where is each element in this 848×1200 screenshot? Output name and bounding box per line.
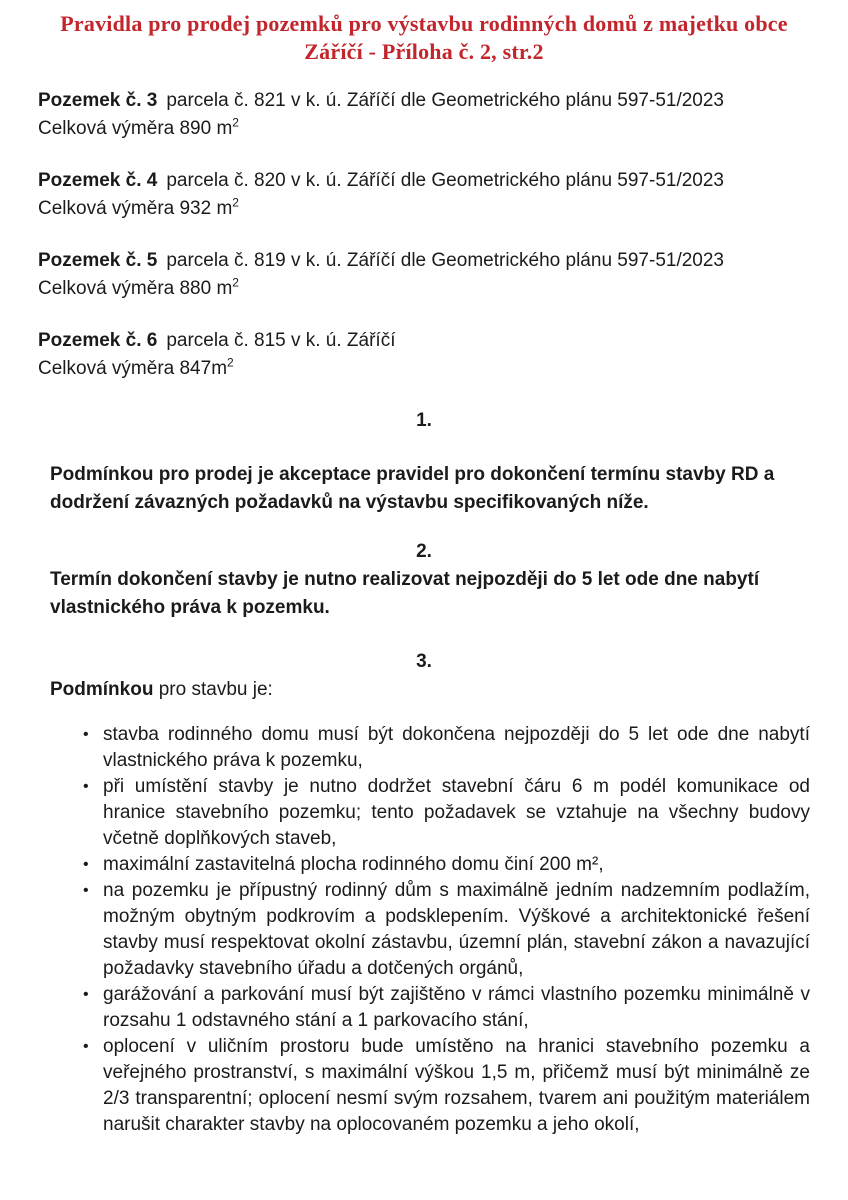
plot-area-exponent: 2 (232, 115, 239, 130)
condition-item (80, 774, 810, 852)
condition-text: na pozemku je přípustný rodinný dům s maximálně jedním nadzemním podlažím, možným obytným podkrovím a podsklepením. Výškové a architektonické řešení stavby musí respektovat okolní zástavbu, územní plán, stavební zákon a navazující požadavky stavebního úřadu a dotčených orgánů, (103, 880, 810, 979)
plot-label: Pozemek č. 6 (38, 330, 158, 351)
plot-item-5 (38, 247, 810, 303)
plot-label: Pozemek č. 4 (38, 170, 158, 191)
conditions-list (80, 722, 810, 1138)
bullet-icon: • (83, 882, 89, 899)
plot-area-text: Celková výměra 932 m (38, 198, 233, 219)
condition-item (80, 878, 810, 982)
plot-heading (38, 167, 810, 195)
plot-area-text: Celková výměra 880 m (38, 278, 233, 299)
plot-detail: parcela č. 819 v k. ú. Záříčí dle Geometrického plánu 597-51/2023 (166, 250, 724, 271)
condition-text: garážování a parkování musí být zajištěno v rámci vlastního pozemku minimálně v rozsahu 1 odstavného stání a 1 parkovacího stání, (103, 984, 810, 1031)
plot-heading (38, 87, 810, 115)
bullet-icon: • (83, 986, 89, 1003)
plot-area (38, 275, 810, 303)
bullet-icon: • (83, 778, 89, 795)
plot-item-4 (38, 167, 810, 223)
plot-area-exponent: 2 (227, 355, 234, 370)
plot-area (38, 195, 810, 223)
plot-item-3 (38, 87, 810, 143)
plot-item-6 (38, 327, 810, 383)
plot-label: Pozemek č. 5 (38, 250, 158, 271)
condition-text: stavba rodinného domu musí být dokončena nejpozději do 5 let ode dne nabytí vlastnického práva k pozemku, (103, 724, 810, 771)
condition-item (80, 852, 810, 878)
plot-area (38, 355, 810, 383)
bullet-icon: • (83, 856, 89, 873)
plot-detail: parcela č. 821 v k. ú. Záříčí dle Geometrického plánu 597-51/2023 (166, 90, 724, 111)
section-number-1: 1. (416, 410, 432, 431)
plot-area (38, 115, 810, 143)
title-line1: Pravidla pro prodej pozemků pro výstavbu rodinných domů z majetku obce (60, 11, 788, 36)
section-1-paragraph: Podmínkou pro prodej je akceptace pravidel pro dokončení termínu stavby RD a dodržení závazných požadavků na výstavbu specifikovaných níže. (50, 464, 775, 513)
condition-text: při umístění stavby je nutno dodržet stavební čáru 6 m podél komunikace od hranice stavebního pozemku; tento požadavek se vztahuje na všechny budovy včetně doplňkových staveb, (103, 776, 810, 849)
document-title (38, 10, 810, 66)
section-2-paragraph: Termín dokončení stavby je nutno realizovat nejpozději do 5 let ode dne nabytí vlastnického práva k pozemku. (50, 569, 760, 618)
plot-label: Pozemek č. 3 (38, 90, 158, 111)
bullet-icon: • (83, 726, 89, 743)
condition-item (80, 722, 810, 774)
plot-area-exponent: 2 (232, 275, 239, 290)
plot-heading (38, 247, 810, 275)
section-3-lead-rest: pro stavbu je: (153, 679, 273, 700)
bullet-icon: • (83, 1038, 89, 1055)
plot-heading (38, 327, 810, 355)
section-number-3: 3. (416, 651, 432, 672)
condition-item (80, 1034, 810, 1138)
section-3-lead-bold: Podmínkou (50, 679, 154, 700)
section-number-2: 2. (416, 541, 432, 562)
title-line2: Záříčí - Příloha č. 2, str.2 (304, 39, 544, 64)
condition-item (80, 982, 810, 1034)
section-3-lead (50, 676, 810, 704)
plot-list (38, 87, 810, 383)
condition-text: maximální zastavitelná plocha rodinného domu činí 200 m², (103, 854, 604, 875)
plot-detail: parcela č. 815 v k. ú. Záříčí (166, 330, 396, 351)
plot-detail: parcela č. 820 v k. ú. Záříčí dle Geometrického plánu 597-51/2023 (166, 170, 724, 191)
plot-area-exponent: 2 (232, 195, 239, 210)
plot-area-text: Celková výměra 890 m (38, 118, 233, 139)
condition-text: oplocení v uličním prostoru bude umístěno na hranici stavebního pozemku a veřejného prostranství, s maximální výškou 1,5 m, přičemž musí být minimálně ze 2/3 transparentní; oplocení nesmí svým rozsahem, tvarem ani použitým materiálem narušit charakter stavby na oplocovaném pozemku a jeho okolí, (103, 1036, 810, 1135)
plot-area-text: Celková výměra 847m (38, 358, 228, 379)
